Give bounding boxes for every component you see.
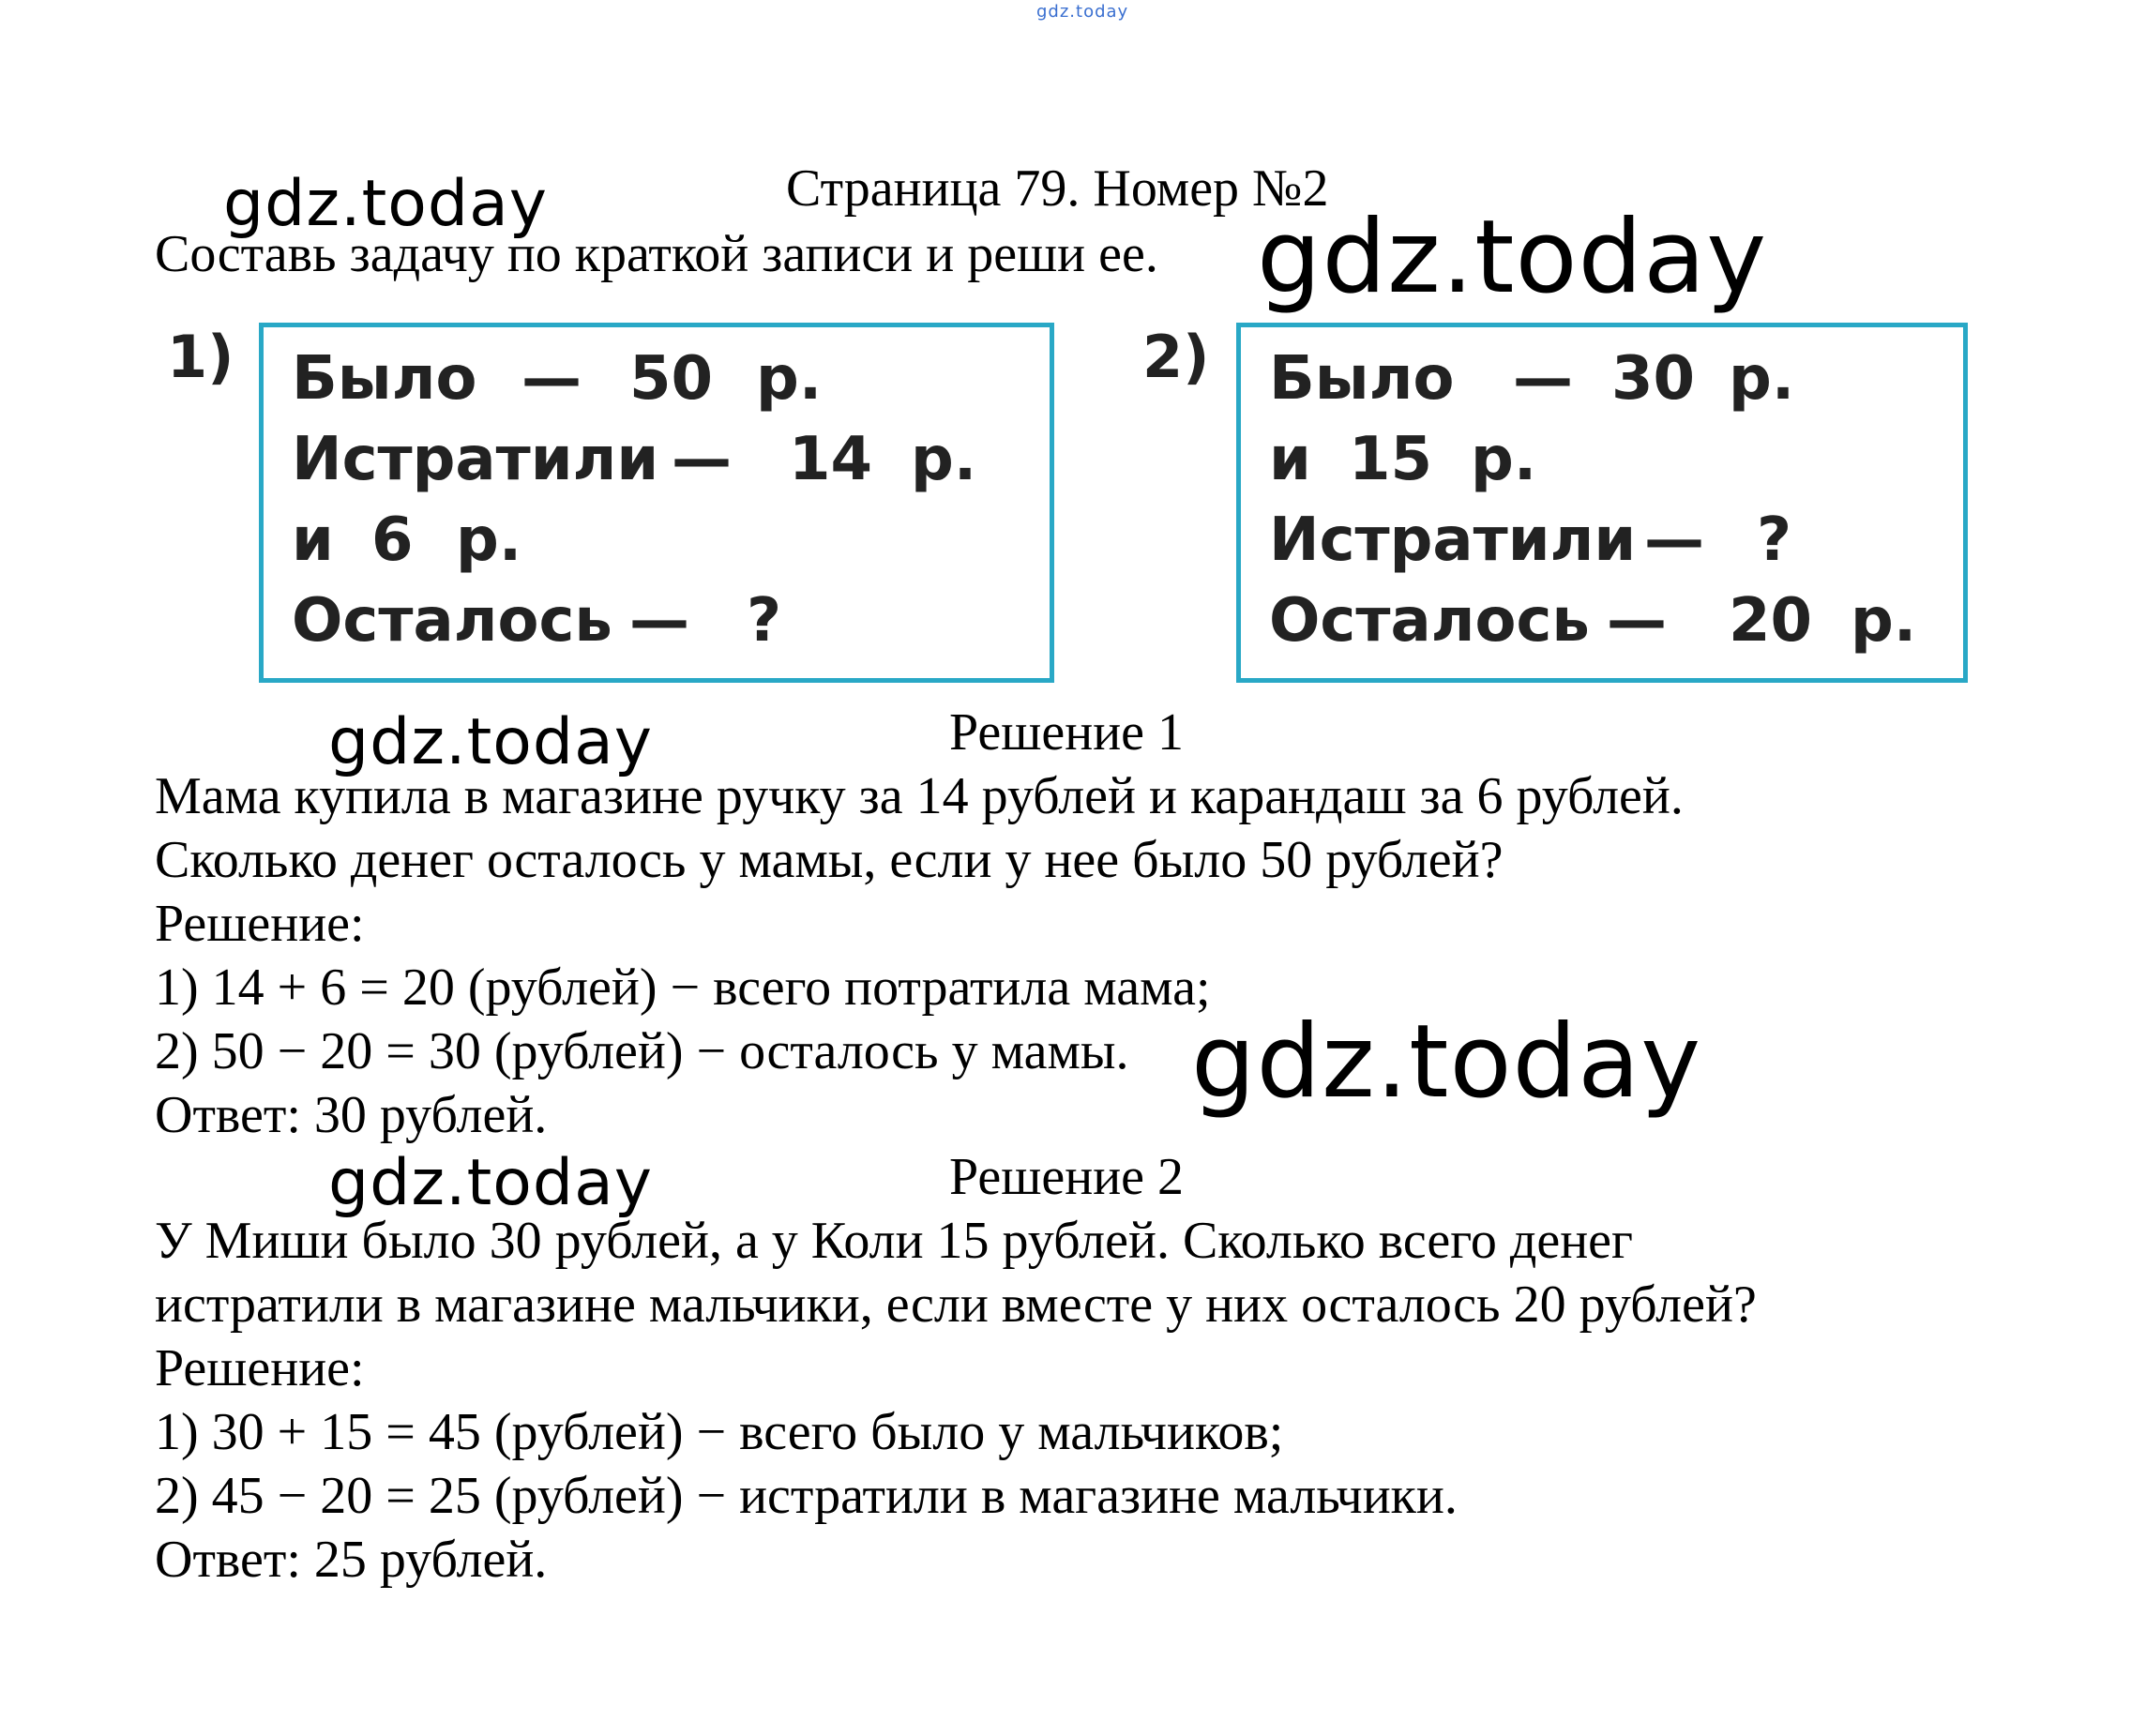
box-1-row-2-unit: р. [911, 425, 977, 494]
box-2-row-2-unit: р. [1471, 425, 1537, 494]
solution-2-line-1: У Миши было 30 рублей, а у Коли 15 рублей. Сколько всего денег [155, 1212, 1633, 1270]
solution-2-line-6: Ответ: 25 рублей. [155, 1531, 548, 1589]
solution-1-line-3: Решение: [155, 895, 365, 953]
solution-2-heading: Решение 2 [949, 1148, 1185, 1206]
short-note-box-1 [259, 323, 1054, 683]
box-2-row-3-dash: — [1644, 506, 1704, 575]
box-1-row-1 [292, 339, 1033, 419]
solution-1-heading: Решение 1 [949, 703, 1185, 762]
short-note-box-2 [1236, 323, 1968, 683]
watermark-top: gdz.today [1036, 2, 1129, 22]
box-1-row-2 [292, 419, 1033, 500]
box-2-row-4-dash: — [1607, 586, 1667, 656]
box-1-row-3-value: 6 [371, 506, 414, 575]
box-2-row-4-unit: р. [1851, 586, 1917, 656]
box-2-row-1 [1269, 339, 1944, 419]
box-2-row-3 [1269, 500, 1944, 581]
box-2-row-1-dash: — [1513, 344, 1573, 414]
watermark-right-big-1: gdz.today [1257, 199, 1768, 316]
box-1-row-4-word: Осталось [292, 586, 612, 656]
box-2-row-3-value: ? [1757, 506, 1792, 575]
box-1-number: 1) [167, 323, 234, 391]
instruction-text: Составь задачу по краткой записи и реши ее. [155, 225, 1158, 283]
box-2-row-1-unit: р. [1729, 344, 1795, 414]
box-2-number: 2) [1142, 323, 1210, 391]
box-2-row-4-value: 20 [1729, 586, 1813, 656]
watermark-right-big-2: gdz.today [1191, 1004, 1702, 1121]
box-1-row-3 [292, 500, 1033, 581]
box-1-row-3-unit: р. [456, 506, 522, 575]
box-2-row-4-word: Осталось [1269, 586, 1590, 656]
solution-2-line-4: 1) 30 + 15 = 45 (рублей) − всего было у мальчиков; [155, 1403, 1284, 1461]
box-2-row-2-value: 15 [1349, 425, 1433, 494]
solution-2-line-2: истратили в магазине мальчики, если вместе у них осталось 20 рублей? [155, 1276, 1757, 1334]
box-1-row-3-word: и [292, 506, 334, 575]
box-1-row-1-unit: р. [756, 344, 823, 414]
box-2-row-4 [1269, 581, 1944, 661]
box-1-row-1-word: Было [292, 344, 477, 414]
solution-1-line-1: Мама купила в магазине ручку за 14 рублей и карандаш за 6 рублей. [155, 767, 1684, 825]
solution-1-line-5: 2) 50 − 20 = 30 (рублей) − осталось у мамы. [155, 1022, 1129, 1080]
box-2-row-3-word: Истратили [1269, 506, 1637, 575]
box-1-row-2-word: Истратили [292, 425, 659, 494]
solution-1-line-4: 1) 14 + 6 = 20 (рублей) − всего потратила мама; [155, 959, 1211, 1017]
box-2-row-1-word: Было [1269, 344, 1455, 414]
box-1-row-1-dash: — [521, 344, 582, 414]
solution-1-line-2: Сколько денег осталось у мамы, если у нее было 50 рублей? [155, 831, 1504, 889]
box-1-row-2-value: 14 [789, 425, 873, 494]
solution-2-line-3: Решение: [155, 1339, 365, 1397]
watermark-left-2: gdz.today [328, 705, 653, 779]
watermark-left-3: gdz.today [328, 1146, 653, 1220]
box-2-row-2 [1269, 419, 1944, 500]
box-1-row-4 [292, 581, 1033, 661]
box-2-row-2-word: и [1269, 425, 1311, 494]
watermark-left-1: gdz.today [223, 167, 548, 241]
box-1-row-2-dash: — [672, 425, 732, 494]
box-1-row-4-value: ? [747, 586, 782, 656]
page-title: Страница 79. Номер №2 [786, 159, 1329, 218]
box-2-row-1-value: 30 [1611, 344, 1696, 414]
solution-2-line-5: 2) 45 − 20 = 25 (рублей) − истратили в магазине мальчики. [155, 1467, 1458, 1525]
box-1-row-1-value: 50 [629, 344, 714, 414]
solution-1-line-6: Ответ: 30 рублей. [155, 1086, 548, 1144]
box-1-row-4-dash: — [629, 586, 689, 656]
